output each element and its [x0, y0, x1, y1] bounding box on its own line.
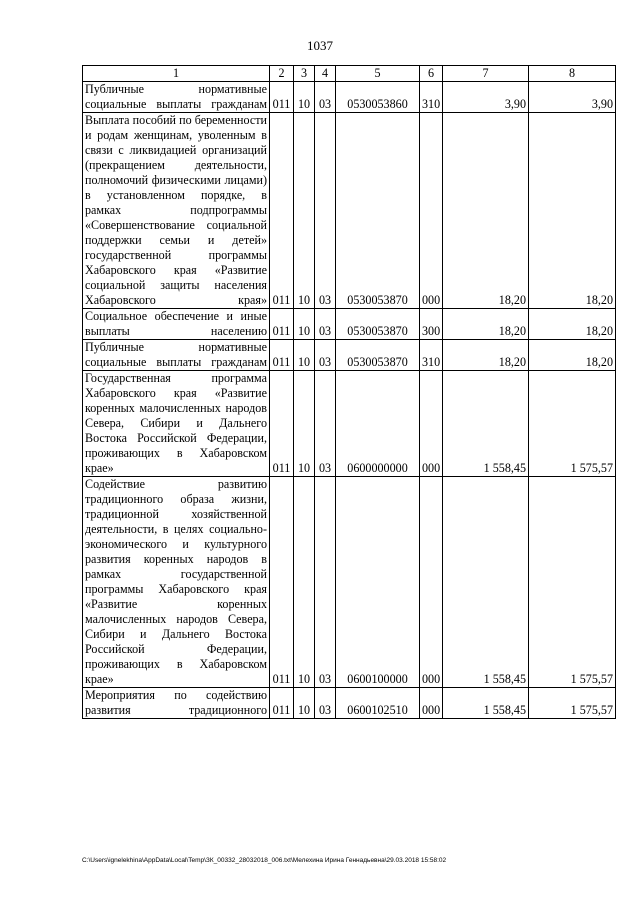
page-number: 1037 — [307, 38, 333, 53]
table-row — [83, 340, 616, 371]
header-cell-8: 8 — [529, 66, 616, 82]
target-article-code-cell: 0530053870 — [336, 309, 420, 340]
amount-year-1-cell: 3,90 — [443, 82, 529, 113]
subsection-code-cell: 03 — [315, 688, 336, 719]
header-cell-4: 4 — [315, 66, 336, 82]
section-code-cell: 10 — [294, 340, 315, 371]
table-row — [83, 82, 616, 113]
row-name-cell: Публичные нормативные социальные выплаты гражданам — [83, 82, 270, 113]
table-row — [83, 477, 616, 688]
amount-year-2-cell: 18,20 — [529, 113, 616, 309]
amount-year-2-cell: 1 575,57 — [529, 688, 616, 719]
table-header-row — [83, 66, 616, 82]
row-name-cell: Публичные нормативные социальные выплаты гражданам — [83, 340, 270, 371]
table-row — [83, 371, 616, 477]
expense-type-code-cell: 000 — [420, 371, 443, 477]
amount-year-1-cell: 18,20 — [443, 340, 529, 371]
amount-year-2-cell: 1 575,57 — [529, 477, 616, 688]
amount-year-1-cell: 1 558,45 — [443, 477, 529, 688]
expense-type-code-cell: 300 — [420, 309, 443, 340]
amount-year-1-cell: 1 558,45 — [443, 371, 529, 477]
table-row — [83, 113, 616, 309]
header-cell-6: 6 — [420, 66, 443, 82]
subsection-code-cell: 03 — [315, 82, 336, 113]
grbs-code-cell: 011 — [270, 371, 294, 477]
row-name-cell: Выплата пособий по беременности и родам женщинам, уволенным в связи с ликвидацией организаций (прекращением деятельности, полномочий физическими лицами) в установленном порядке, в рамках подпрограммы «Совершенствование социальной поддержки семьи и детей» государственной программы Хабаровского края «Развитие социальной защиты населения Хабаровского края» — [83, 113, 270, 309]
target-article-code-cell: 0530053870 — [336, 340, 420, 371]
section-code-cell: 10 — [294, 82, 315, 113]
expense-type-code-cell: 310 — [420, 82, 443, 113]
amount-year-1-cell: 18,20 — [443, 113, 529, 309]
grbs-code-cell: 011 — [270, 688, 294, 719]
amount-year-2-cell: 3,90 — [529, 82, 616, 113]
table-row — [83, 309, 616, 340]
grbs-code-cell: 011 — [270, 82, 294, 113]
amount-year-2-cell: 18,20 — [529, 340, 616, 371]
grbs-code-cell: 011 — [270, 340, 294, 371]
target-article-code-cell: 0600000000 — [336, 371, 420, 477]
target-article-code-cell: 0530053860 — [336, 82, 420, 113]
header-cell-5: 5 — [336, 66, 420, 82]
amount-year-1-cell: 18,20 — [443, 309, 529, 340]
budget-table — [82, 65, 616, 719]
target-article-code-cell: 0530053870 — [336, 113, 420, 309]
grbs-code-cell: 011 — [270, 477, 294, 688]
header-cell-7: 7 — [443, 66, 529, 82]
row-name-cell: Государственная программа Хабаровского края «Развитие коренных малочисленных народов Севера, Сибири и Дальнего Востока Российской Федерации, проживающих в Хабаровском крае» — [83, 371, 270, 477]
grbs-code-cell: 011 — [270, 113, 294, 309]
target-article-code-cell: 0600100000 — [336, 477, 420, 688]
expense-type-code-cell: 000 — [420, 688, 443, 719]
row-name-cell: Мероприятия по содействию развития традиционного — [83, 688, 270, 719]
subsection-code-cell: 03 — [315, 477, 336, 688]
header-cell-3: 3 — [294, 66, 315, 82]
row-name-cell: Социальное обеспечение и иные выплаты населению — [83, 309, 270, 340]
header-cell-2: 2 — [270, 66, 294, 82]
expense-type-code-cell: 000 — [420, 477, 443, 688]
row-name-cell: Содействие развитию традиционного образа жизни, традиционной хозяйственной деятельности, в целях социально-экономического и культурного развития коренных народов в рамках государственной программы Хабаровского края «Развитие коренных малочисленных народов Севера, Сибири и Дальнего Востока Российской Федерации, проживающих в Хабаровском крае» — [83, 477, 270, 688]
amount-year-2-cell: 18,20 — [529, 309, 616, 340]
section-code-cell: 10 — [294, 371, 315, 477]
amount-year-2-cell: 1 575,57 — [529, 371, 616, 477]
subsection-code-cell: 03 — [315, 309, 336, 340]
subsection-code-cell: 03 — [315, 340, 336, 371]
grbs-code-cell: 011 — [270, 309, 294, 340]
file-path-footer: C:\Users\ignelekhina\AppData\Local\Temp\ЗК_00332_28032018_006.txt\Мелехина Ирина Геннадьевна\29.03.2018 15:58:02 — [82, 857, 447, 864]
table-row — [83, 688, 616, 719]
amount-year-1-cell: 1 558,45 — [443, 688, 529, 719]
subsection-code-cell: 03 — [315, 371, 336, 477]
section-code-cell: 10 — [294, 477, 315, 688]
expense-type-code-cell: 000 — [420, 113, 443, 309]
header-cell-1: 1 — [83, 66, 270, 82]
expense-type-code-cell: 310 — [420, 340, 443, 371]
section-code-cell: 10 — [294, 688, 315, 719]
section-code-cell: 10 — [294, 113, 315, 309]
section-code-cell: 10 — [294, 309, 315, 340]
target-article-code-cell: 0600102510 — [336, 688, 420, 719]
subsection-code-cell: 03 — [315, 113, 336, 309]
